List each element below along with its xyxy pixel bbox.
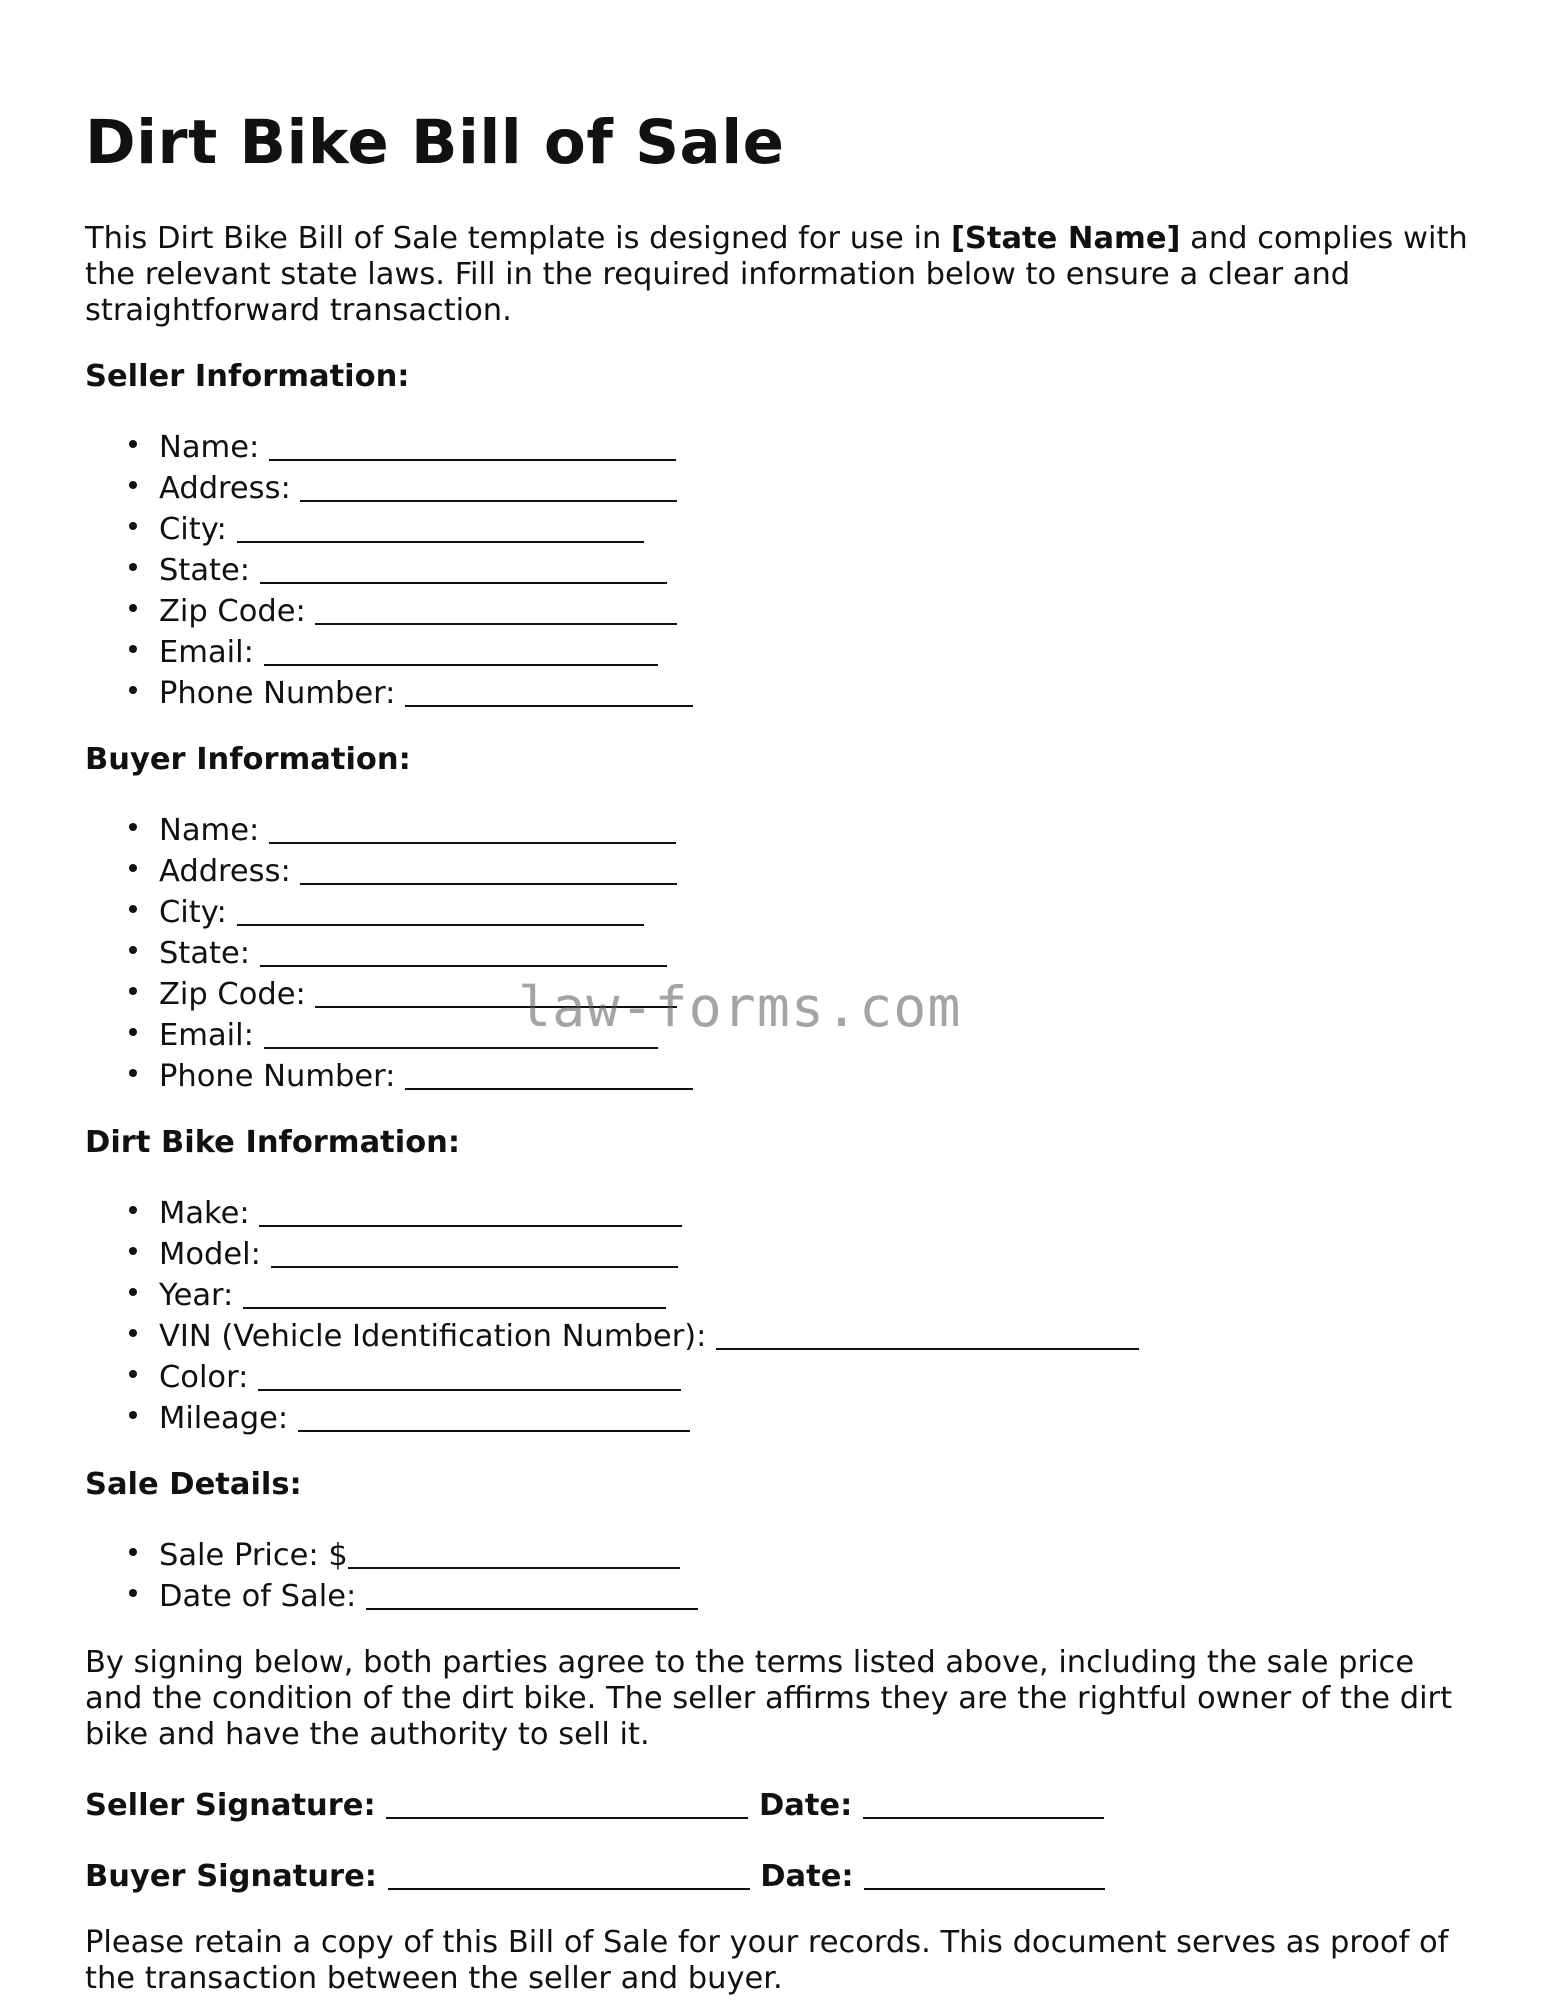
- buyer-field-list: [85, 808, 1475, 1095]
- sale-price-field: [159, 1533, 1475, 1574]
- sale-date-field: [159, 1574, 1475, 1615]
- retain-note: Please retain a copy of this Bill of Sale for your records. This document serves as proof of the transaction between the seller and buyer.: [85, 1925, 1449, 1996]
- buyer-city-field: [159, 890, 1475, 931]
- buyer-address-blank[interactable]: [300, 853, 677, 885]
- bike-model-blank[interactable]: [271, 1236, 678, 1268]
- field-label: VIN (Vehicle Identification Number):: [159, 1319, 707, 1354]
- bike-vin-field: [159, 1314, 1475, 1355]
- field-label: Model:: [159, 1237, 261, 1272]
- seller-name-blank[interactable]: [269, 429, 676, 461]
- field-label: Date of Sale:: [159, 1579, 357, 1614]
- seller-city-blank[interactable]: [237, 511, 644, 543]
- field-label: Zip Code:: [159, 977, 306, 1012]
- seller-phone-blank[interactable]: [405, 675, 693, 707]
- bike-year-blank[interactable]: [243, 1277, 666, 1309]
- seller-name-field: [159, 425, 1475, 466]
- intro-text-after: and complies with the relevant state laws. Fill in the required information below to ensure a clear and straightforward transaction.: [85, 221, 1468, 328]
- field-label: Email:: [159, 635, 254, 670]
- field-label: Color:: [159, 1360, 249, 1395]
- intro-paragraph: [85, 221, 1475, 329]
- field-label: Email:: [159, 1018, 254, 1053]
- field-label: Mileage:: [159, 1401, 289, 1436]
- page-title: Dirt Bike Bill of Sale: [85, 107, 785, 178]
- seller-state-blank[interactable]: [260, 552, 667, 584]
- field-label: City:: [159, 895, 227, 930]
- state-placeholder: [State Name]: [950, 221, 1181, 256]
- field-label: State:: [159, 553, 251, 588]
- bike-section-heading: Dirt Bike Information:: [85, 1125, 461, 1160]
- seller-address-blank[interactable]: [300, 470, 677, 502]
- buyer-address-field: [159, 849, 1475, 890]
- bike-make-blank[interactable]: [259, 1195, 682, 1227]
- seller-email-field: [159, 630, 1475, 671]
- sale-price-blank[interactable]: [348, 1537, 680, 1569]
- buyer-signature-blank[interactable]: [388, 1858, 750, 1890]
- seller-section-heading: Seller Information:: [85, 359, 410, 394]
- bike-mileage-field: [159, 1396, 1475, 1437]
- field-label: City:: [159, 512, 227, 547]
- buyer-name-field: [159, 808, 1475, 849]
- seller-field-list: [85, 425, 1475, 712]
- document-page: [85, 100, 1475, 1997]
- seller-zip-blank[interactable]: [315, 593, 677, 625]
- bike-model-field: [159, 1232, 1475, 1273]
- seller-email-blank[interactable]: [264, 634, 658, 666]
- agreement-paragraph: By signing below, both parties agree to the terms listed above, including the sale price and the condition of the dirt bike. The seller affirms they are the rightful owner of the dirt bike and have the authority to sell it.: [85, 1645, 1453, 1752]
- bike-mileage-blank[interactable]: [298, 1400, 690, 1432]
- buyer-zip-field: [159, 972, 1475, 1013]
- field-label: Year:: [159, 1278, 234, 1313]
- buyer-section-heading: Buyer Information:: [85, 742, 411, 777]
- buyer-email-blank[interactable]: [264, 1017, 658, 1049]
- field-label: Phone Number:: [159, 1059, 396, 1094]
- seller-date-label: Date:: [758, 1788, 853, 1823]
- buyer-state-blank[interactable]: [260, 935, 667, 967]
- buyer-email-field: [159, 1013, 1475, 1054]
- intro-text-before: This Dirt Bike Bill of Sale template is designed for use in: [85, 221, 951, 256]
- field-label: Address:: [159, 471, 291, 506]
- watermark-text: law-forms.com: [518, 975, 962, 1039]
- sale-section-heading: Sale Details:: [85, 1467, 302, 1502]
- seller-phone-field: [159, 671, 1475, 712]
- seller-date-blank[interactable]: [863, 1787, 1104, 1819]
- seller-zip-field: [159, 589, 1475, 630]
- field-label: State:: [159, 936, 251, 971]
- bike-vin-blank[interactable]: [716, 1318, 1139, 1350]
- field-label: Sale Price: $: [159, 1538, 348, 1573]
- buyer-city-blank[interactable]: [237, 894, 644, 926]
- field-label: Name:: [159, 430, 260, 465]
- buyer-signature-label: Buyer Signature:: [85, 1859, 377, 1894]
- bike-make-field: [159, 1191, 1475, 1232]
- bike-color-blank[interactable]: [258, 1359, 681, 1391]
- buyer-date-label: Date:: [760, 1859, 854, 1894]
- seller-signature-blank[interactable]: [386, 1787, 748, 1819]
- seller-signature-label: Seller Signature:: [85, 1788, 376, 1823]
- seller-city-field: [159, 507, 1475, 548]
- buyer-name-blank[interactable]: [269, 812, 676, 844]
- buyer-date-blank[interactable]: [864, 1858, 1105, 1890]
- seller-address-field: [159, 466, 1475, 507]
- field-label: Zip Code:: [159, 594, 306, 629]
- bike-color-field: [159, 1355, 1475, 1396]
- bike-year-field: [159, 1273, 1475, 1314]
- seller-state-field: [159, 548, 1475, 589]
- seller-signature-line: [85, 1783, 1475, 1824]
- field-label: Name:: [159, 813, 260, 848]
- field-label: Phone Number:: [159, 676, 396, 711]
- buyer-zip-blank[interactable]: [315, 976, 677, 1008]
- buyer-phone-blank[interactable]: [405, 1058, 693, 1090]
- field-label: Make:: [159, 1196, 250, 1231]
- buyer-state-field: [159, 931, 1475, 972]
- sale-date-blank[interactable]: [366, 1578, 698, 1610]
- buyer-phone-field: [159, 1054, 1475, 1095]
- bike-field-list: [85, 1191, 1475, 1437]
- field-label: Address:: [159, 854, 291, 889]
- sale-field-list: [85, 1533, 1475, 1615]
- buyer-signature-line: [85, 1854, 1475, 1895]
